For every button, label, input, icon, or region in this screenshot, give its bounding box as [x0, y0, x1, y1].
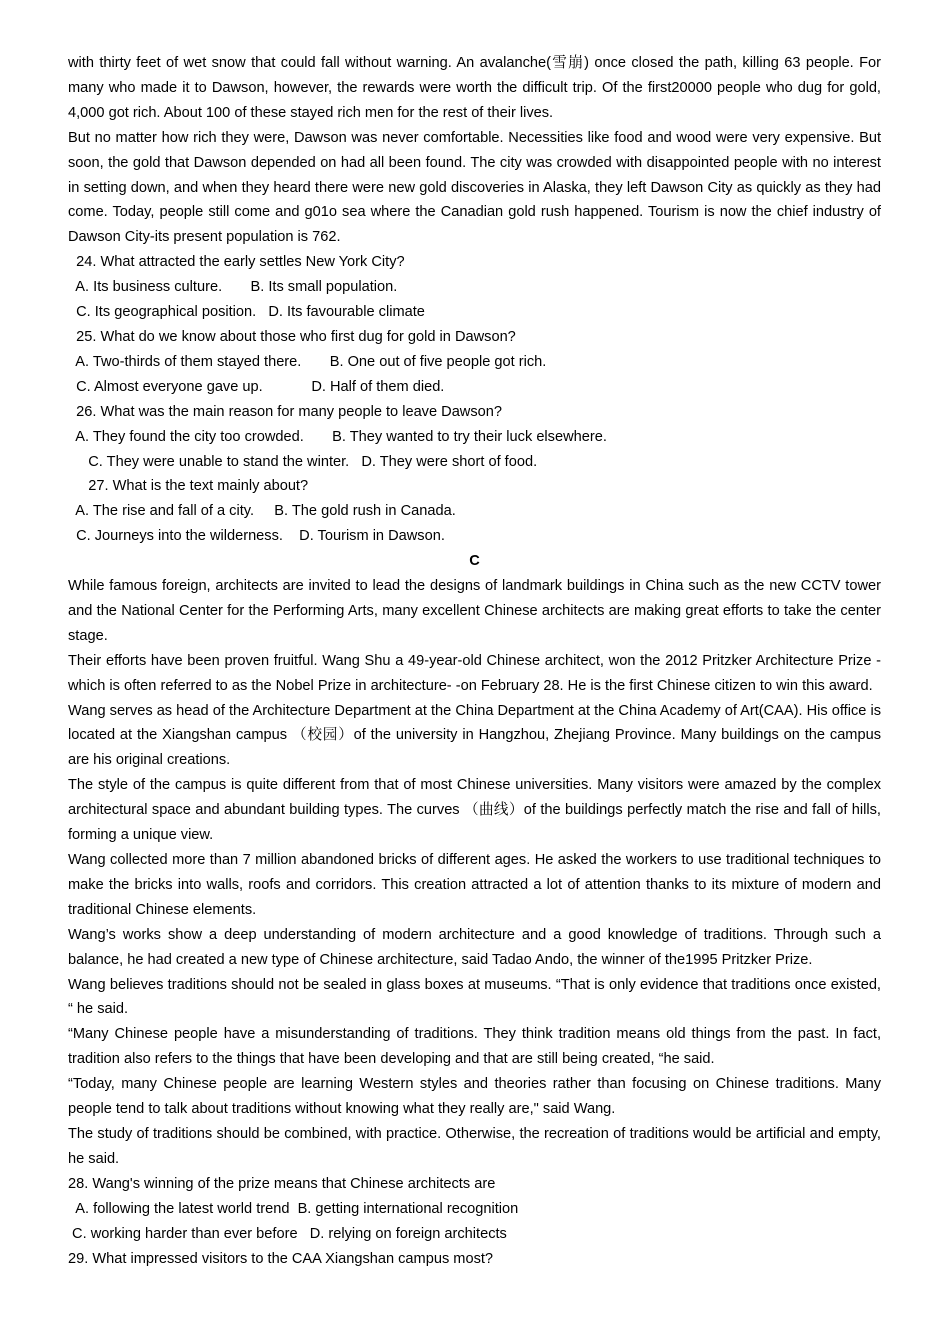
paragraph-dawson-avalanche: with thirty feet of wet snow that could fall without warning. An avalanche(雪崩) once closed the path, killing 63 people. For many who made it to Dawson, however, the rewards were worth the difficult trip. Of the first20000 people who dug for gold, 4,000 got rich. About 100 of these stayed rich men for the rest of their lives.: [68, 55, 881, 121]
question-27-options-ab: A. The rise and fall of a city. B. The gold rush in Canada.: [68, 503, 456, 520]
question-28: 28. Wang's winning of the prize means that Chinese architects are: [68, 1175, 496, 1192]
question-26: 26. What was the main reason for many people to leave Dawson?: [68, 403, 502, 420]
paragraph-western-styles: “Today, many Chinese people are learning Western styles and theories rather than focusing on Chinese traditions. Many people tend to talk about traditions without knowing what they really are," said Wang.: [68, 1076, 881, 1118]
question-27: 27. What is the text mainly about?: [68, 478, 309, 495]
question-24: 24. What attracted the early settles New York City?: [68, 254, 405, 271]
paragraph-tadao-ando: Wang’s works show a deep understanding of modern architecture and a good knowledge of traditions. Through such a balance, he had created a new type of Chinese architecture, said Tadao Ando, the winner of the1995 Pritzker Prize.: [68, 926, 881, 968]
question-28-options-cd: C. working harder than ever before D. relying on foreign architects: [68, 1225, 507, 1242]
section-heading-c: C: [469, 553, 480, 570]
question-27-options-cd: C. Journeys into the wilderness. D. Tourism in Dawson.: [68, 528, 445, 545]
paragraph-bricks: Wang collected more than 7 million abandoned bricks of different ages. He asked the workers to use traditional techniques to make the bricks into walls, roofs and corridors. This creation attracted a lot of attention thanks to its mixture of modern and traditional Chinese elements.: [68, 852, 881, 918]
question-25: 25. What do we know about those who first dug for gold in Dawson?: [68, 328, 516, 345]
paragraph-glass-boxes: Wang believes traditions should not be sealed in glass boxes at museums. “That is only evidence that traditions once existed, “ he said.: [68, 976, 881, 1018]
paragraph-dawson-decline: But no matter how rich they were, Dawson was never comfortable. Necessities like food and wood were very expensive. But soon, the gold that Dawson depended on had all been found. The city was crowded with disappointed people with no interest in setting down, and when they heard there were new gold discoveries in Alaska, they left Dawson City as quickly as they had come. Today, people still come and g01o sea where the Canadian gold rush happened. Tourism is now the chief industry of Dawson City-its present population is 762.: [68, 129, 881, 246]
paragraph-study-practice: The study of traditions should be combined, with practice. Otherwise, the recreation of traditions would be artificial and empty, he said.: [68, 1125, 881, 1167]
document-page: [68, 51, 881, 1271]
question-25-options-ab: A. Two-thirds of them stayed there. B. One out of five people got rich.: [68, 353, 547, 370]
paragraph-wang-shu-prize: Their efforts have been proven fruitful. Wang Shu a 49-year-old Chinese architect, won the 2012 Pritzker Architecture Prize -which is often referred to as the Nobel Prize in architecture- -on February 28. He is the first Chinese citizen to win this award.: [68, 652, 881, 694]
paragraph-architects-intro: While famous foreign, architects are invited to lead the designs of landmark buildings in China such as the new CCTV tower and the National Center for the Performing Arts, many excellent Chinese architects are making great efforts to take the center stage.: [68, 578, 881, 644]
paragraph-campus-style: The style of the campus is quite different from that of most Chinese universities. Many visitors were amazed by the complex architectural space and abundant building types. The curves （曲线）of the buildings perfectly match the rise and fall of hills, forming a unique view.: [68, 777, 881, 844]
paragraph-wang-caa: Wang serves as head of the Architecture Department at the China Department at the China Academy of Art(CAA). His office is located at the Xiangshan campus （校园）of the university in Hangzhou, Zhejiang Province. Many buildings on the campus are his original creations.: [68, 702, 881, 769]
question-28-options-ab: A. following the latest world trend B. getting international recognition: [68, 1200, 519, 1217]
question-24-options-cd: C. Its geographical position. D. Its favourable climate: [68, 304, 425, 321]
paragraph-misunderstanding: “Many Chinese people have a misunderstanding of traditions. They think tradition means old things from the past. In fact, tradition also refers to the things that have been developing and that are still being created, “he said.: [68, 1026, 881, 1068]
question-26-options-ab: A. They found the city too crowded. B. They wanted to try their luck elsewhere.: [68, 428, 607, 445]
question-26-options-cd: C. They were unable to stand the winter. D. They were short of food.: [68, 453, 538, 470]
question-29: 29. What impressed visitors to the CAA Xiangshan campus most?: [68, 1250, 494, 1267]
question-24-options-ab: A. Its business culture. B. Its small population.: [68, 279, 398, 296]
question-25-options-cd: C. Almost everyone gave up. D. Half of them died.: [68, 378, 445, 395]
